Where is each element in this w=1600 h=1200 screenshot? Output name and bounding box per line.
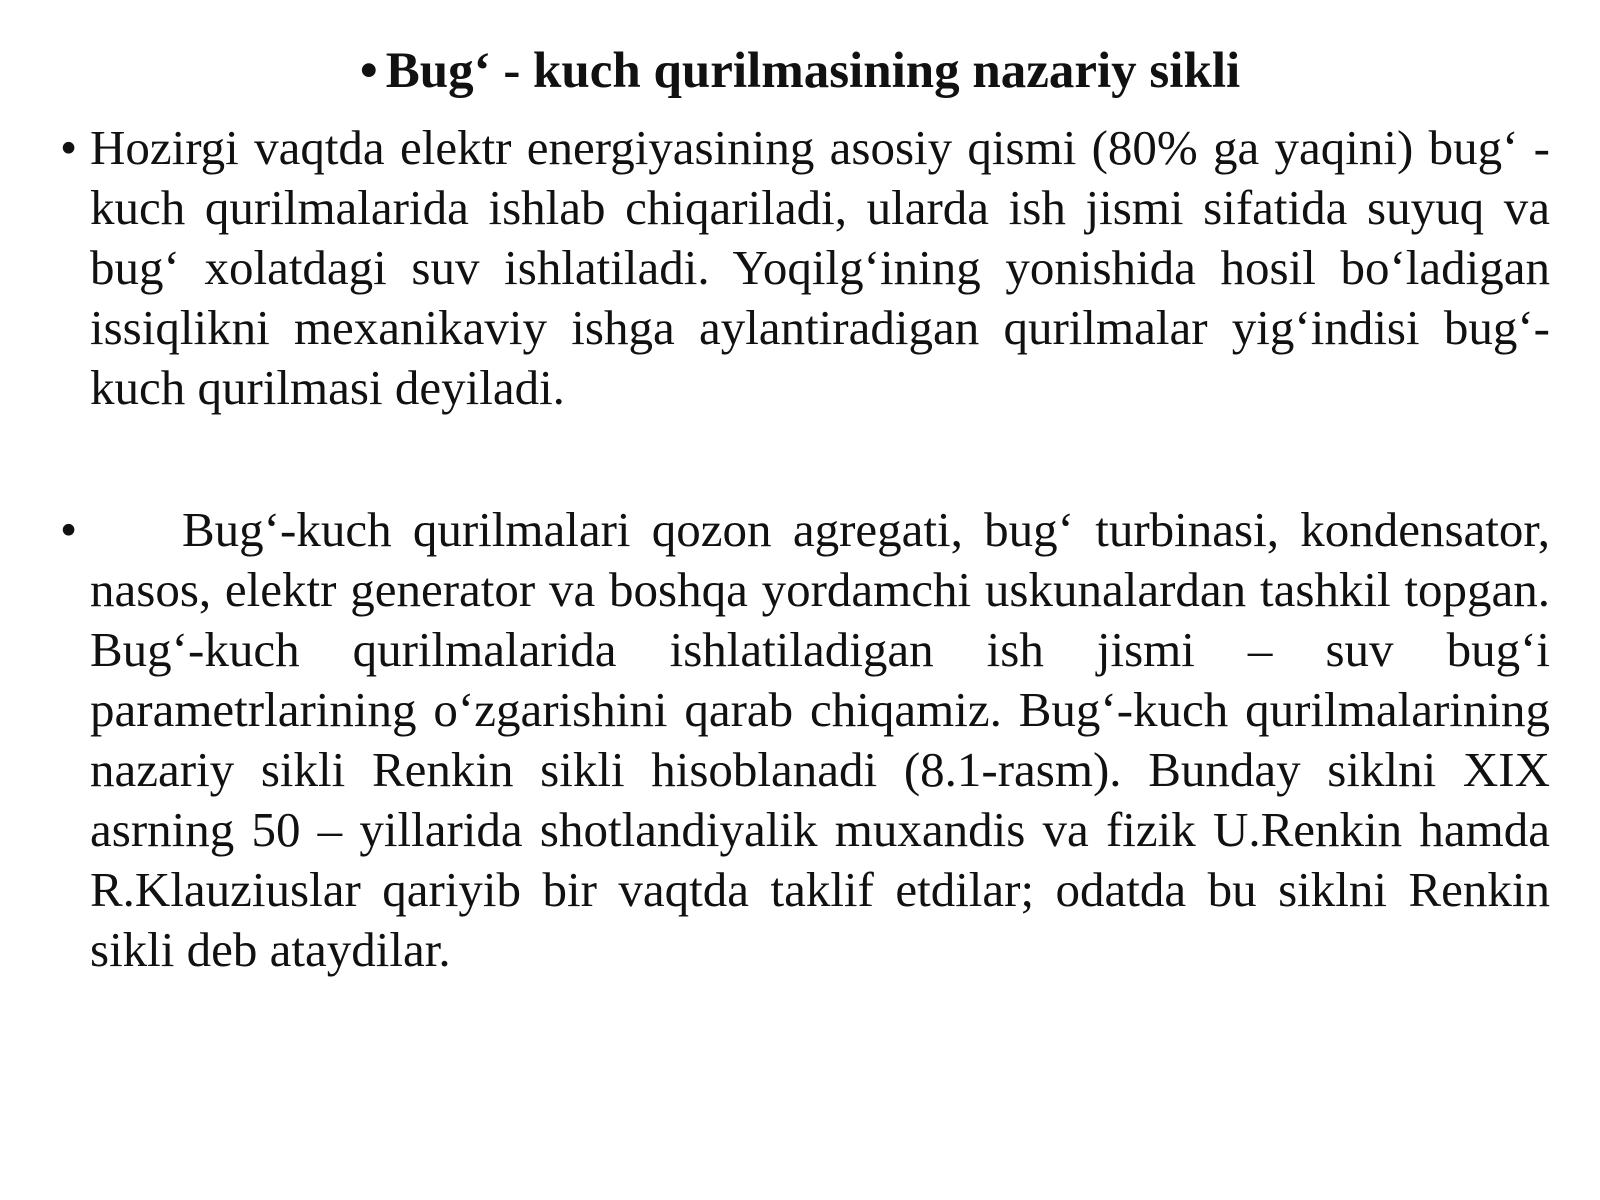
paragraph-text-1: Hozirgi vaqtda elektr energiyasining asosiy qismi (80% ga yaqini) bug‘ - kuch qurilmalarida ishlab chiqariladi, ularda ish jismi sifatida suyuq va bug‘ xolatdagi suv ishlatiladi. Yoqilg‘ining yonishida hosil bo‘ladigan issiqlikni mexanikaviy ishga aylantiradigan qurilmalar yig‘indisi bug‘-kuch qurilmasi deyiladi. <box>90 120 1550 415</box>
slide-title-text: Bug‘ - kuch qurilmasining nazariy sikli <box>385 43 1241 99</box>
bullet-paragraph-1 <box>60 118 1550 418</box>
bullet-point-1: • <box>60 120 78 175</box>
bullet-point-2: • <box>60 502 78 557</box>
title-bullet: • <box>359 43 378 99</box>
slide-title <box>0 40 1600 102</box>
bullet-paragraph-2 <box>60 500 1550 980</box>
paragraph-text-2-wrapper <box>90 500 1550 980</box>
paragraph-text-2: Bug‘-kuch qurilmalari qozon agregati, bug‘ turbinasi, kondensator, nasos, elektr generator va boshqa yordamchi uskunalardan tashkil topgan. Bug‘-kuch qurilmalarida ishlatiladigan ish jismi – suv bug‘i parametrlarining o‘zgarishini qarab chiqamiz. Bug‘-kuch qurilmalarining nazariy sikli Renkin sikli hisoblanadi (8.1-rasm). Bunday siklni XIX asrning 50 – yillarida shotlandiyalik muxandis va fizik U.Renkin hamda R.Klauziuslar qariyib bir vaqtda taklif etdilar; odatda bu siklni Renkin sikli deb ataydilar. <box>90 502 1550 977</box>
